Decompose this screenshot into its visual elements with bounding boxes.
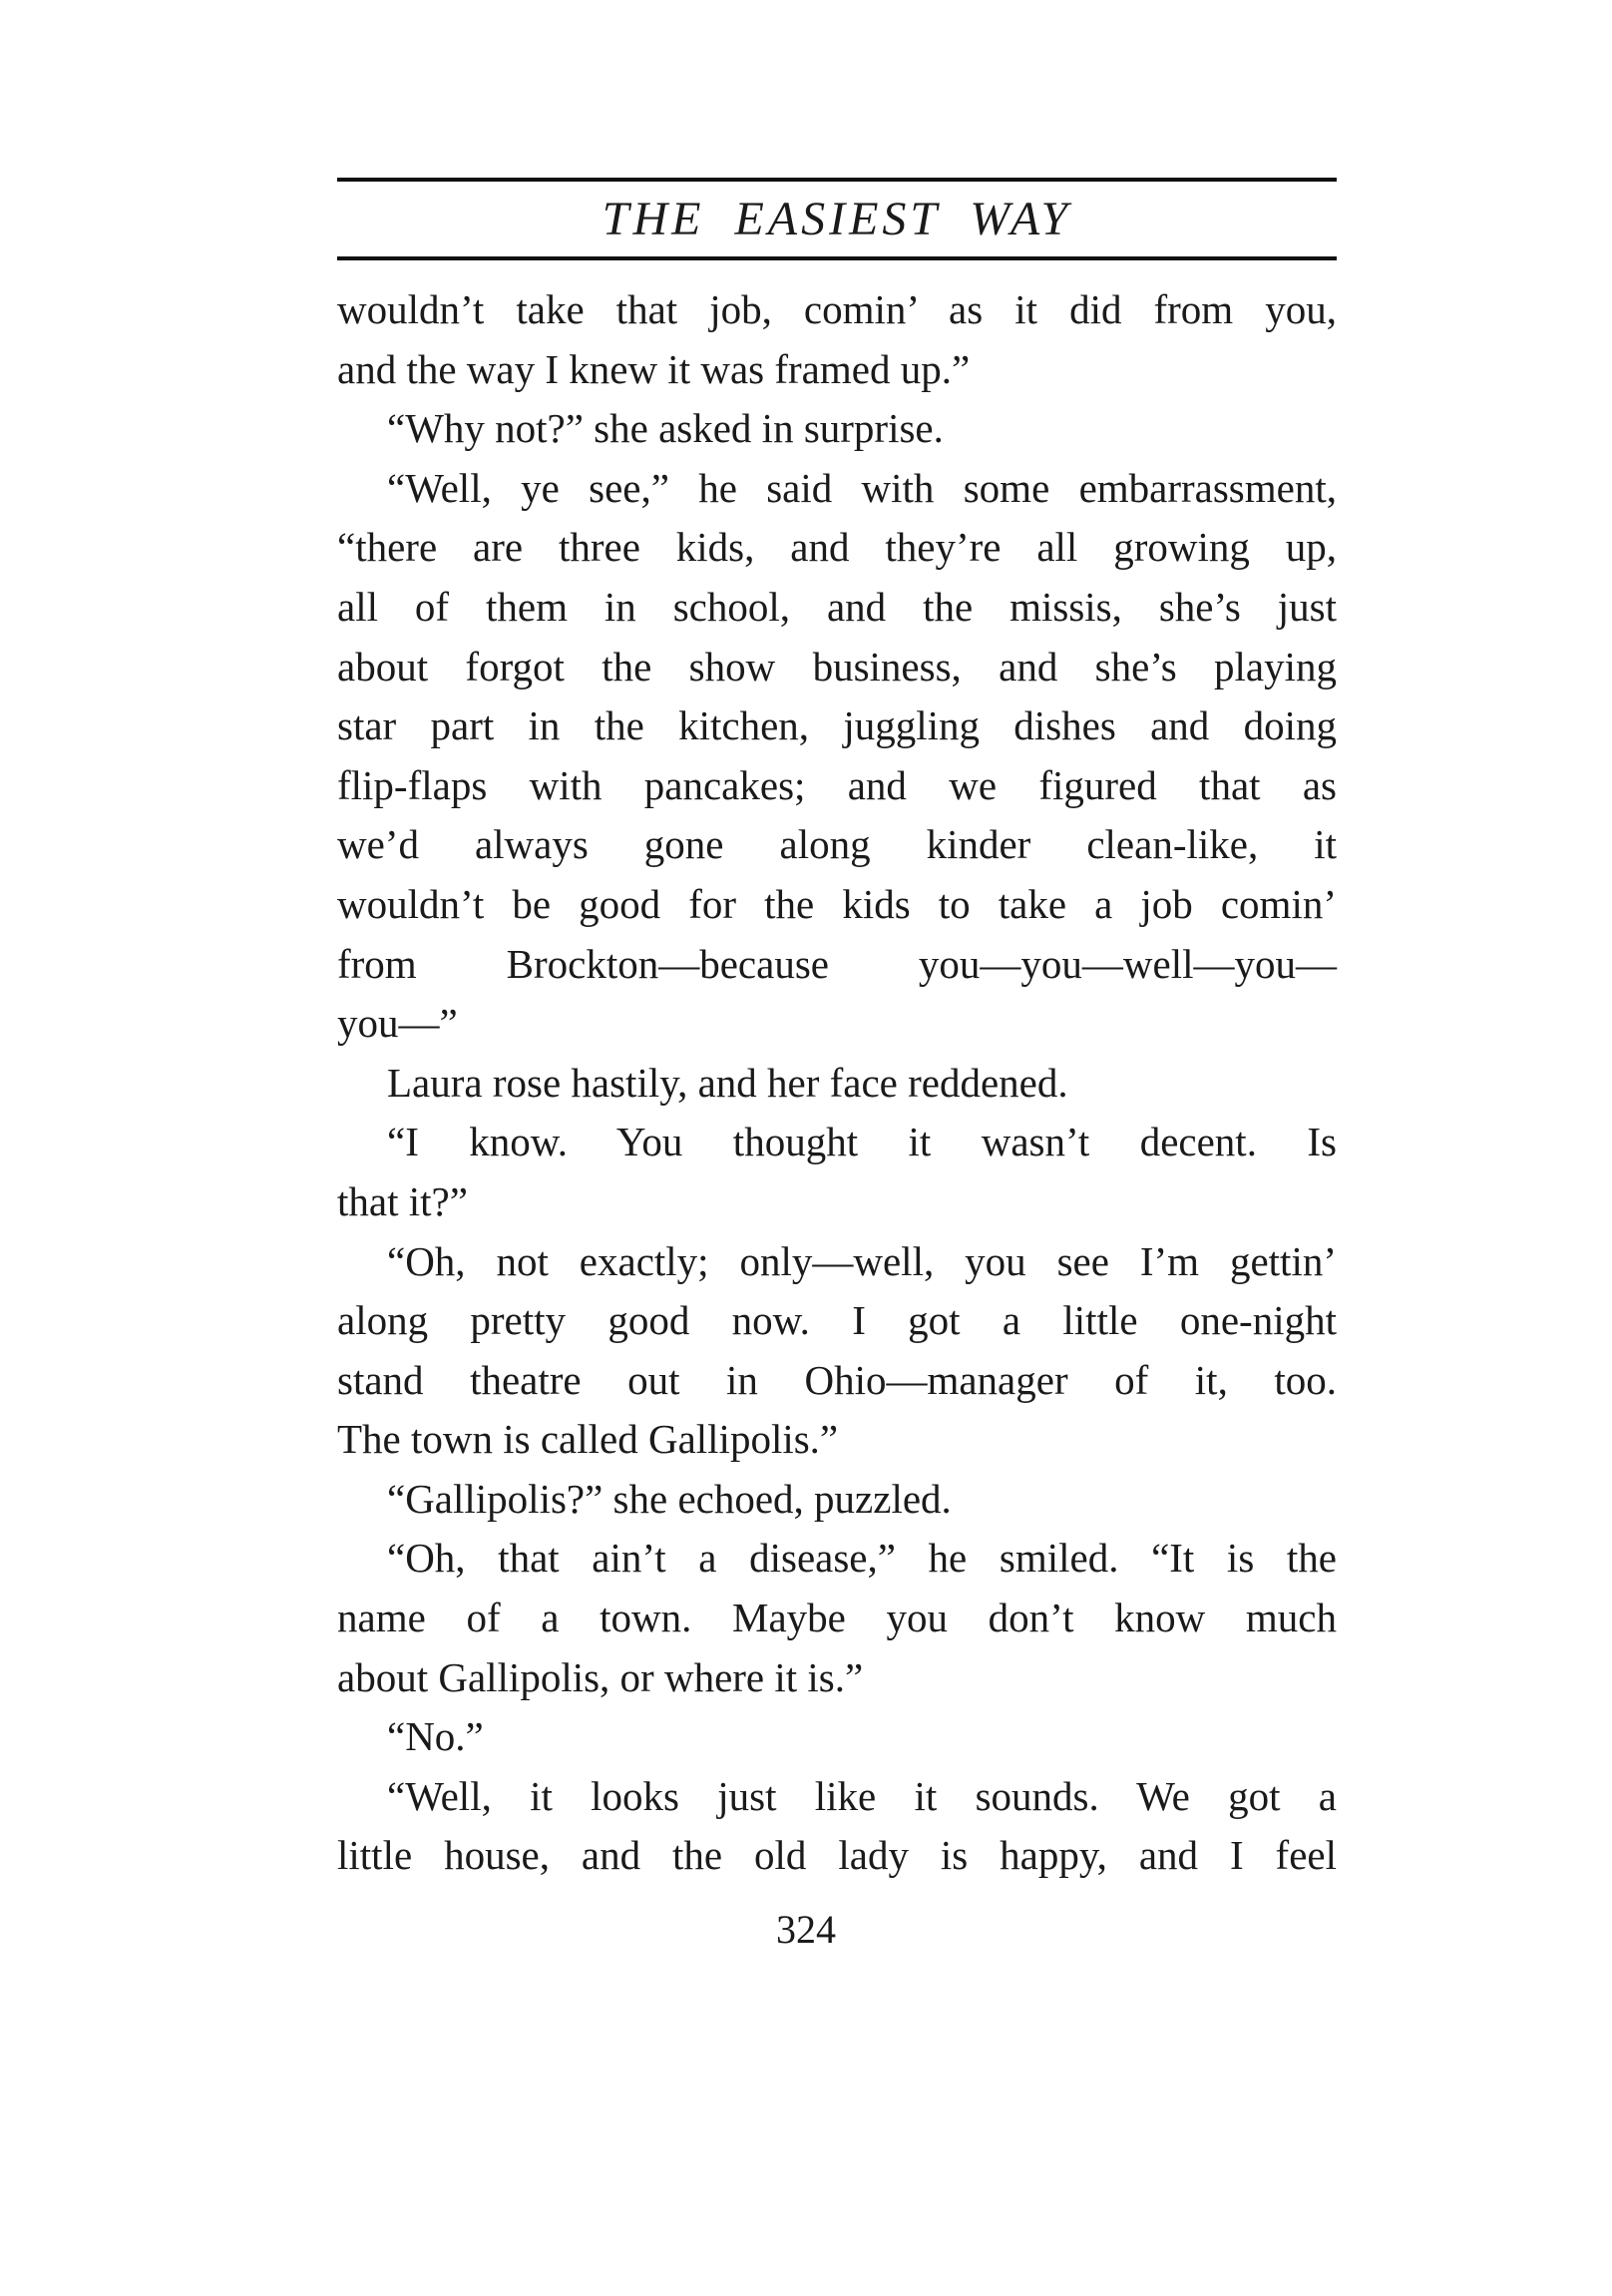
text-line: stand theatre out in Ohio—manager of it, too. [337, 1356, 1337, 1403]
text-line: along pretty good now. I got a little one-night [337, 1297, 1337, 1344]
text-line: “there are three kids, and they’re all growing up, [337, 524, 1337, 571]
text-line: that it?” [337, 1177, 468, 1224]
text-line: about Gallipolis, or where it is.” [337, 1653, 864, 1700]
text-line: wouldn’t take that job, comin’ as it did from you, [337, 286, 1337, 332]
text-line: we’d always gone along kinder clean-like, it [337, 821, 1337, 868]
text-line: “Well, it looks just like it sounds. We got a [387, 1772, 1337, 1819]
header-rule-bottom [337, 256, 1337, 260]
text-line: “No.” [387, 1713, 484, 1760]
text-line: “Well, ye see,” he said with some embarrassment, [387, 464, 1337, 511]
text-line: wouldn’t be good for the kids to take a job comin’ [337, 880, 1337, 927]
text-line: “Oh, that ain’t a disease,” he smiled. “It is the [387, 1535, 1337, 1582]
text-line: “I know. You thought it wasn’t decent. Is [387, 1119, 1337, 1165]
text-line: “Oh, not exactly; only—well, you see I’m gettin’ [387, 1237, 1337, 1284]
text-line: Laura rose hastily, and her face reddened. [387, 1059, 1068, 1106]
text-line: all of them in school, and the missis, she’s just [337, 583, 1337, 630]
running-head: THE EASIEST WAY [602, 193, 1072, 245]
text-line: little house, and the old lady is happy, and I feel [337, 1832, 1337, 1879]
text-line: star part in the kitchen, juggling dishes and doing [337, 702, 1337, 749]
text-line: from Brockton—because you—you—well—you— [337, 940, 1337, 987]
body-text [337, 280, 1337, 1886]
text-line: you—” [337, 1000, 458, 1047]
header-rule-top [337, 178, 1337, 182]
text-line: and the way I knew it was framed up.” [337, 345, 971, 392]
text-line: flip-flaps with pancakes; and we figured that as [337, 761, 1337, 808]
page-number: 324 [776, 1907, 836, 1952]
text-line: The town is called Gallipolis.” [337, 1416, 839, 1463]
text-line: “Gallipolis?” she echoed, puzzled. [387, 1475, 952, 1522]
text-line: about forgot the show business, and she’s playing [337, 643, 1337, 689]
text-line: name of a town. Maybe you don’t know much [337, 1595, 1337, 1641]
text-line: “Why not?” she asked in surprise. [387, 405, 944, 452]
